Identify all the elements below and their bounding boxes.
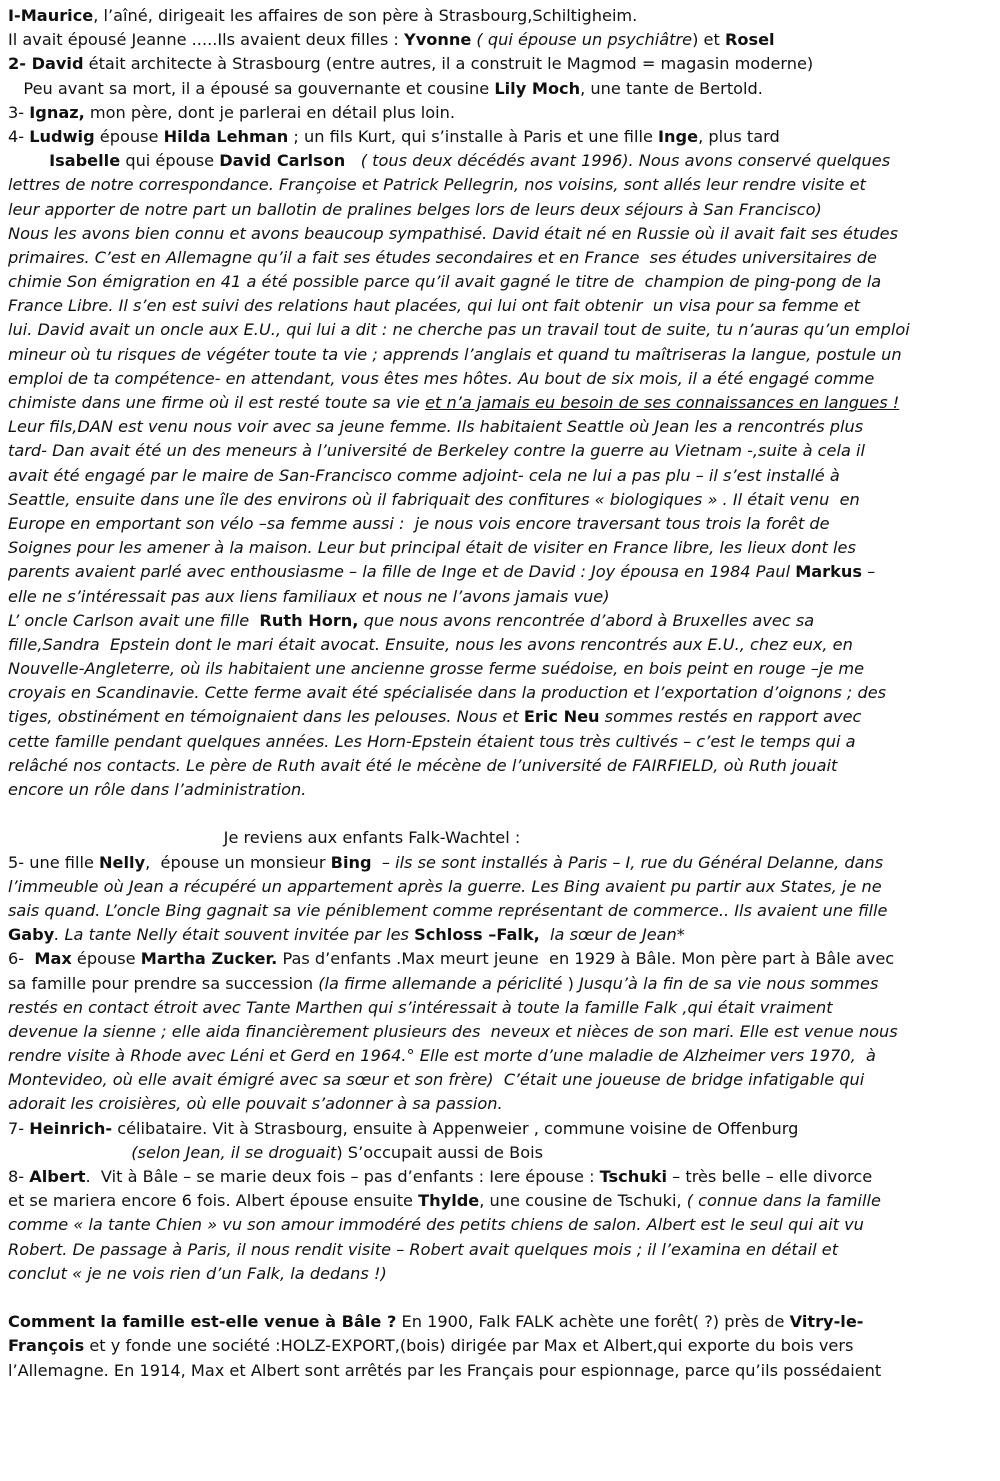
- text-line: [8, 1334, 992, 1358]
- text-run: restés en contact étroit avec Tante Marthen qui s’intéressait à toute la famille Falk ,qui était vraiment: [8, 997, 833, 1017]
- text-run: l’Allemagne. En 1914, Max et Albert sont arrêtés par les Français pour espionnage, parce qu’ils possédaient: [8, 1360, 882, 1380]
- text-line: [8, 851, 992, 875]
- text-run: , une cousine de Tschuki,: [479, 1191, 687, 1211]
- text-run: lettres de notre correspondance. Françoise et Patrick Pellegrin, nos voisins, sont allés leur rendre visite et: [8, 175, 866, 195]
- text-run: Robert. De passage à Paris, il nous rendit visite – Robert avait quelques mois ; il l’examina en détail et: [8, 1239, 839, 1259]
- text-run: Europe en emportant son vélo –sa femme aussi : je nous vois encore traversant tous trois la forêt de: [8, 513, 830, 533]
- bold-name-run: Markus: [795, 562, 863, 582]
- text-run: Pas d’enfants .Max meurt jeune en 1929 à Bâle. Mon père part à Bâle avec: [277, 949, 895, 969]
- text-run: encore un rôle dans l’administration.: [8, 780, 307, 799]
- text-line: [8, 173, 992, 197]
- text-run: avait été engagé par le maire de San-Francisco comme adjoint- cela ne lui a pas plu – il s’est installé à: [8, 465, 840, 485]
- text-run: comme « la tante Chien » vu son amour immodéré des petits chiens de salon. Albert est le seul qui ait vu: [8, 1215, 864, 1235]
- text-run: (selon Jean, il se droguait: [131, 1142, 337, 1162]
- text-run: Montevideo, où elle avait émigré avec sa sœur et son frère) C’était une joueuse de bridge infatigable qui: [8, 1070, 865, 1090]
- text-run: l’immeuble où Jean a récupéré un appartement après la guerre. Les Bing avaient pu partir aux States, je ne: [8, 876, 882, 896]
- text-run: chimie Son émigration en 41 a été possible parce qu’il avait gagné le titre de champion de ping-pong de la: [8, 272, 882, 292]
- bold-name-run: I-Maurice: [8, 6, 94, 25]
- text-run: , épouse un monsieur: [145, 852, 331, 872]
- text-run: lui. David avait un oncle aux E.U., qui lui a dit : ne cherche pas un travail tout de suite, tu n’auras qu’un emploi: [8, 320, 910, 340]
- text-run: 6-: [8, 949, 35, 969]
- text-run: L’ oncle Carlson avait une fille: [8, 610, 260, 630]
- text-run: – très belle – elle divorce: [667, 1167, 873, 1186]
- bold-name-run: Albert: [29, 1167, 86, 1186]
- text-line: [8, 657, 992, 681]
- bold-name-run: Thylde: [418, 1191, 480, 1211]
- text-run: Seattle, ensuite dans une île des environs où il fabriquait des confitures « biologiques » . Il était venu en: [8, 489, 860, 509]
- text-run: célibataire. Vit à Strasbourg, ensuite à Appenweier , commune voisine de Offenburg: [112, 1118, 799, 1138]
- text-run: elle ne s’intéressait pas aux liens familiaux et nous ne l’avons jamais vue): [8, 586, 610, 606]
- text-run: parents avaient parlé avec enthousiasme – la fille de Inge et de David : Joy épousa en 1984 Paul: [8, 562, 796, 582]
- text-run: sais quand. L’oncle Bing gagnait sa vie péniblement comme représentant de commerce.. Ils avaient une fille: [8, 900, 888, 920]
- text-line: [8, 778, 992, 802]
- text-run: sa famille pour prendre sa succession: [8, 973, 319, 993]
- text-line: [8, 875, 992, 899]
- bold-name-run: Martha Zucker.: [140, 949, 278, 969]
- bold-name-run: Yvonne: [404, 30, 472, 50]
- text-run: 4-: [8, 126, 30, 146]
- text-line: [8, 28, 992, 52]
- text-run: ): [562, 973, 580, 993]
- bold-name-run: Schloss –Falk,: [414, 925, 540, 945]
- text-line: [8, 585, 992, 609]
- bold-name-run: Bing: [330, 852, 372, 872]
- text-line: [8, 1238, 992, 1262]
- bold-name-run: Comment la famille est-elle venue à Bâle ?: [8, 1312, 397, 1332]
- bold-name-run: Ludwig: [29, 126, 95, 146]
- text-run: 5- une fille: [8, 852, 100, 872]
- text-run: tiges, obstinément en témoignaient dans les pelouses. Nous et: [8, 707, 524, 727]
- text-run: était architecte à Strasbourg (entre autres, il a construit le Magmod = magasin moderne): [83, 54, 814, 74]
- bold-name-run: Max: [34, 949, 72, 969]
- text-line: [8, 681, 992, 705]
- text-run: emploi de ta compétence- en attendant, vous êtes mes hôtes. Au bout de six mois, il a été engagé comme: [8, 368, 875, 388]
- bold-name-run: Gaby: [8, 925, 55, 945]
- bold-name-run: Ignaz,: [29, 102, 85, 122]
- bold-name-run: Hilda Lehman: [163, 126, 289, 146]
- text-line: [8, 754, 992, 778]
- text-line: [8, 536, 992, 560]
- text-line: [8, 149, 992, 173]
- text-run: ) S’occupait aussi de Bois: [336, 1142, 544, 1162]
- text-run: et y fonde une société :HOLZ-EXPORT,(bois) dirigée par Max et Albert,qui exporte du bois vers: [84, 1336, 854, 1356]
- bold-name-run: Rosel: [724, 30, 775, 50]
- text-line: [8, 1359, 992, 1383]
- text-line: [8, 899, 992, 923]
- text-line: [8, 947, 992, 971]
- text-line: [8, 222, 992, 246]
- bold-name-run: 2- David: [8, 54, 84, 74]
- text-line: [8, 1310, 992, 1334]
- text-run: cette famille pendant quelques années. Les Horn-Epstein étaient tous très cultivés – c’est le temps qui a: [8, 731, 856, 751]
- text-run: Leur fils,DAN est venu nous voir avec sa jeune femme. Ils habitaient Seattle où Jean les a rencontrés plus: [8, 417, 864, 437]
- bold-name-run: François: [8, 1336, 85, 1356]
- text-line: [8, 52, 992, 76]
- text-run: ) et: [692, 30, 725, 50]
- text-run: épouse: [94, 126, 164, 146]
- text-run: devenue la sienne ; elle aida financièrement plusieurs des neveux et nièces de son mari. Elle est venue nous: [8, 1021, 898, 1041]
- bold-name-run: Lily Moch: [494, 78, 581, 98]
- text-run: France Libre. Il s’en est suivi des relations haut placées, qui lui ont fait obtenir un visa pour sa femme et: [8, 296, 861, 316]
- text-line: [8, 488, 992, 512]
- text-line: [8, 730, 992, 754]
- text-line: [8, 415, 992, 439]
- text-run: Soignes pour les amener à la maison. Leur but principal était de visiter en France libre, les lieux dont les: [8, 538, 856, 558]
- text-run: tard- Dan avait été un des meneurs à l’université de Berkeley contre la guerre au Vietnam -,suite à cela il: [8, 441, 865, 461]
- text-run: . La tante Nelly était souvent invitée par les: [54, 925, 415, 945]
- text-line: [8, 1189, 992, 1213]
- text-line: [8, 391, 992, 415]
- text-line: [8, 1141, 992, 1165]
- text-line: [8, 77, 992, 101]
- text-run: croyais en Scandinavie. Cette ferme avait été spécialisée dans la production et l’exportation d’oignons ; des: [8, 683, 887, 703]
- text-run: , l’aîné, dirigeait les affaires de son père à Strasbourg,Schiltigheim.: [93, 6, 638, 25]
- text-line: [8, 1262, 992, 1286]
- bold-name-run: Eric Neu: [523, 707, 600, 727]
- text-run: que nous avons rencontrée d’abord à Bruxelles avec sa: [358, 610, 815, 630]
- text-run: fille,Sandra Epstein dont le mari était avocat. Ensuite, nous les avons rencontrés aux E.U., chez eux, en: [8, 634, 853, 654]
- text-run: ( connue dans la famille: [686, 1191, 881, 1211]
- blank-line: [8, 1286, 994, 1310]
- document-page: [8, 4, 994, 1383]
- text-run: 7-: [8, 1118, 30, 1138]
- text-line: [8, 1092, 992, 1116]
- text-run: qui épouse: [120, 151, 220, 171]
- text-run: Nouvelle-Angleterre, où ils habitaient une ancienne grosse ferme suédoise, en bois peint en rouge –je me: [8, 659, 865, 679]
- text-run: – ils se sont installés à Paris – I, rue du Général Delanne, dans: [371, 852, 884, 872]
- text-run: . Vit à Bâle – se marie deux fois – pas d’enfants : Iere épouse :: [85, 1167, 600, 1186]
- bold-name-run: Isabelle: [49, 151, 121, 171]
- text-line: [8, 367, 992, 391]
- text-line: [8, 4, 992, 28]
- text-line: [8, 1020, 992, 1044]
- blank-line: [8, 802, 994, 826]
- text-line: [8, 294, 992, 318]
- text-line: [8, 439, 992, 463]
- text-run: En 1900, Falk FALK achète une forêt( ?) près de: [396, 1312, 790, 1332]
- text-run: (la firme allemande a périclité: [318, 973, 563, 993]
- text-line: [8, 1044, 992, 1068]
- text-run: relâché nos contacts. Le père de Ruth avait été le mécène de l’université de FAIRFIELD, où Ruth jouait: [8, 755, 838, 775]
- bold-name-run: Vitry-le-: [789, 1312, 864, 1332]
- text-run: chimiste dans une firme où il est resté toute sa vie: [8, 393, 426, 412]
- text-line: [8, 1213, 992, 1237]
- text-run: , une tante de Bertold.: [580, 78, 763, 98]
- bold-name-run: David Carlson: [219, 151, 346, 171]
- text-run: , plus tard: [698, 126, 780, 146]
- text-line: [8, 923, 992, 947]
- text-line: [8, 609, 992, 633]
- text-line: [8, 972, 992, 996]
- text-run: rendre visite à Rhode avec Léni et Gerd en 1964.° Elle est morte d’une maladie de Alzheimer vers 1970, à: [8, 1046, 876, 1066]
- text-run: Nous les avons bien connu et avons beaucoup sympathisé. David était né en Russie où il avait fait ses études: [8, 223, 899, 243]
- text-run: Je reviens aux enfants Falk-Wachtel :: [8, 828, 521, 848]
- text-line: [8, 343, 992, 367]
- text-run: 3-: [8, 102, 30, 122]
- text-line: [8, 1117, 992, 1141]
- text-run: Peu avant sa mort, il a épousé sa gouvernante et cousine: [8, 78, 495, 98]
- text-line: [8, 246, 992, 270]
- text-run: 8-: [8, 1167, 30, 1186]
- text-run: conclut « je ne vois rien d’un Falk, la dedans !): [8, 1263, 387, 1283]
- text-run: –: [862, 562, 876, 582]
- text-run: et n’a jamais eu besoin de ses connaissances en langues !: [425, 393, 900, 412]
- text-run: épouse: [71, 949, 141, 969]
- text-run: [345, 151, 360, 170]
- text-line: [8, 464, 992, 488]
- text-line: [8, 705, 992, 729]
- text-line: [8, 125, 992, 149]
- text-run: sommes restés en rapport avec: [599, 707, 862, 727]
- text-run: Il avait épousé Jeanne .....Ils avaient deux filles :: [8, 30, 405, 50]
- bold-name-run: Ruth Horn,: [259, 610, 359, 630]
- text-line: [8, 560, 992, 584]
- text-run: mineur où tu risques de végéter toute ta vie ; apprends l’anglais et quand tu maîtriseras la langue, postule un: [8, 344, 902, 364]
- text-line: [8, 1165, 992, 1189]
- bold-name-run: Tschuki: [599, 1167, 668, 1186]
- text-line: [8, 512, 992, 536]
- text-run: et se mariera encore 6 fois. Albert épouse ensuite: [8, 1191, 419, 1211]
- text-run: primaires. C’est en Allemagne qu’il a fait ses études secondaires et en France ses études universitaires de: [8, 247, 877, 267]
- text-run: leur apporter de notre part un ballotin de pralines belges lors de leurs deux séjours à San Francisco): [8, 199, 822, 219]
- bold-name-run: Inge: [658, 126, 699, 146]
- bold-name-run: Nelly: [99, 852, 146, 872]
- text-run: Jusqu’à la fin de sa vie nous sommes: [579, 973, 879, 993]
- text-run: mon père, dont je parlerai en détail plus loin.: [84, 102, 456, 122]
- bold-name-run: Heinrich-: [29, 1118, 113, 1138]
- text-line: [8, 1068, 992, 1092]
- text-run: ; un fils Kurt, qui s’installe à Paris et une fille: [288, 126, 659, 146]
- text-run: [8, 1143, 131, 1162]
- text-line: [8, 633, 992, 657]
- text-line: [8, 101, 992, 125]
- text-run: [8, 151, 49, 170]
- text-line: [8, 318, 992, 342]
- text-line: [8, 270, 992, 294]
- text-run: ( tous deux décédés avant 1996). Nous avons conservé quelques: [360, 151, 891, 171]
- text-line: [8, 826, 992, 850]
- text-run: adorait les croisières, où elle pouvait s’adonner à sa passion.: [8, 1094, 503, 1114]
- text-run: la sœur de Jean*: [539, 925, 685, 945]
- text-line: [8, 198, 992, 222]
- text-line: [8, 996, 992, 1020]
- text-run: ( qui épouse un psychiâtre: [476, 30, 693, 50]
